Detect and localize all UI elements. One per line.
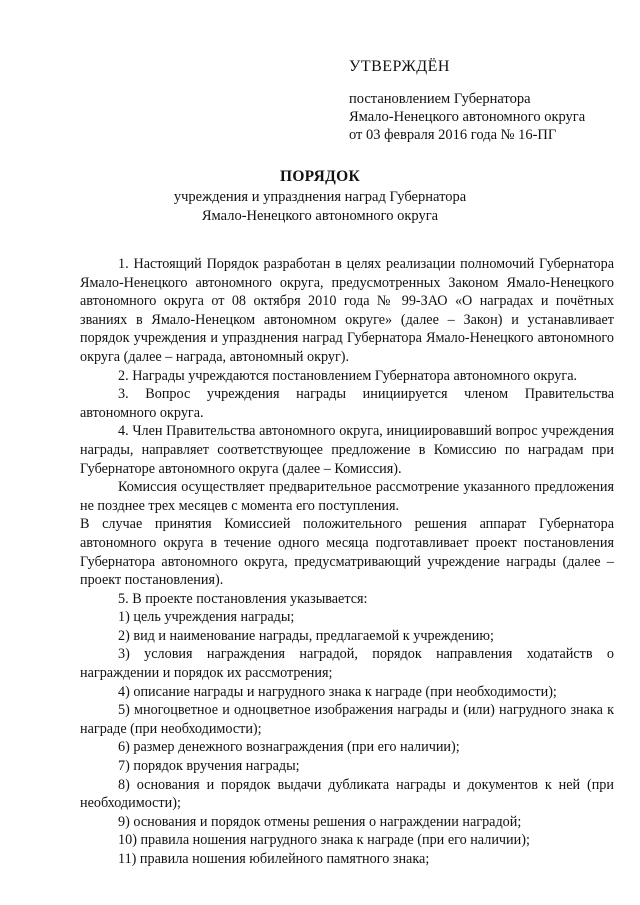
list-item: 7) порядок вручения награды; <box>118 758 300 775</box>
paragraph: 1. Настоящий Порядок разработан в целях реализации полномочий Губернатора Ямало-Ненецкого автономного округа, предусмотренных Законом Ямало-Ненецкого автономного округа от 08 октября 2010 года № 99-ЗАО «О наградах и почётных званиях в Ямало-Ненецком автономном округе» (далее – Закон) и устанавливает порядок учреждения и упразднения наград Губернатора Ямало-Ненецкого автономного округа (далее – награда, автономный округ). <box>80 256 614 365</box>
document-subtitle: Ямало-Ненецкого автономного округа <box>201 208 439 224</box>
approval-header: УТВЕРЖДЁН <box>349 58 450 75</box>
list-item: 6) размер денежного вознаграждения (при его наличии); <box>118 739 460 756</box>
paragraph: Комиссия осуществляет предварительное рассмотрение указанного предложения не позднее трех месяцев с момента его поступления. <box>80 479 614 514</box>
document-title: ПОРЯДОК <box>279 168 361 185</box>
paragraph: 4. Член Правительства автономного округа, инициировавший вопрос учреждения награды, направляет соответствующее предложение в Комиссию по наградам при Губернаторе автономного округа (далее – Комиссия). <box>80 423 614 477</box>
list-item: 5) многоцветное и одноцветное изображения награды и (или) нагрудного знака к награде (при необходимости); <box>80 702 614 737</box>
list-item: 8) основания и порядок выдачи дубликата награды и документов к ней (при необходимости); <box>80 776 614 812</box>
paragraph: 5. В проекте постановления указывается: <box>118 590 368 607</box>
approval-line: Ямало-Ненецкого автономного округа <box>349 109 586 125</box>
approval-date-line: от 03 февраля 2016 года № 16-ПГ <box>349 127 557 143</box>
paragraph: 3. Вопрос учреждения награды инициируется членом Правительства автономного округа. <box>80 386 614 421</box>
list-item: 1) цель учреждения награды; <box>118 609 295 626</box>
document-subtitle: учреждения и упразднения наград Губернатора <box>173 189 467 205</box>
document-body <box>80 255 614 869</box>
document-title-block <box>0 167 640 226</box>
list-item: 10) правила ношения нагрудного знака к награде (при его наличии); <box>118 832 530 849</box>
approval-stamp <box>349 58 585 144</box>
list-item: 3) условия награждения наградой, порядок направления ходатайств о награждении и порядок их рассмотрения; <box>80 646 614 682</box>
list-item: 4) описание награды и нагрудного знака к награде (при необходимости); <box>118 683 557 700</box>
list-item: 11) правила ношения юбилейного памятного знака; <box>118 851 430 867</box>
approval-line: постановлением Губернатора <box>349 91 531 107</box>
list-item: 9) основания и порядок отмены решения о награждении наградой; <box>118 813 522 830</box>
list-item: 2) вид и наименование награды, предлагаемой к учреждению; <box>118 627 494 644</box>
paragraph: В случае принятия Комиссией положительного решения аппарат Губернатора автономного округа в течение одного месяца подготавливает проект постановления Губернатора автономного округа, предусматривающий учреждение награды (далее – проект постановления). <box>80 516 614 589</box>
paragraph: 2. Награды учреждаются постановлением Губернатора автономного округа. <box>118 367 578 384</box>
